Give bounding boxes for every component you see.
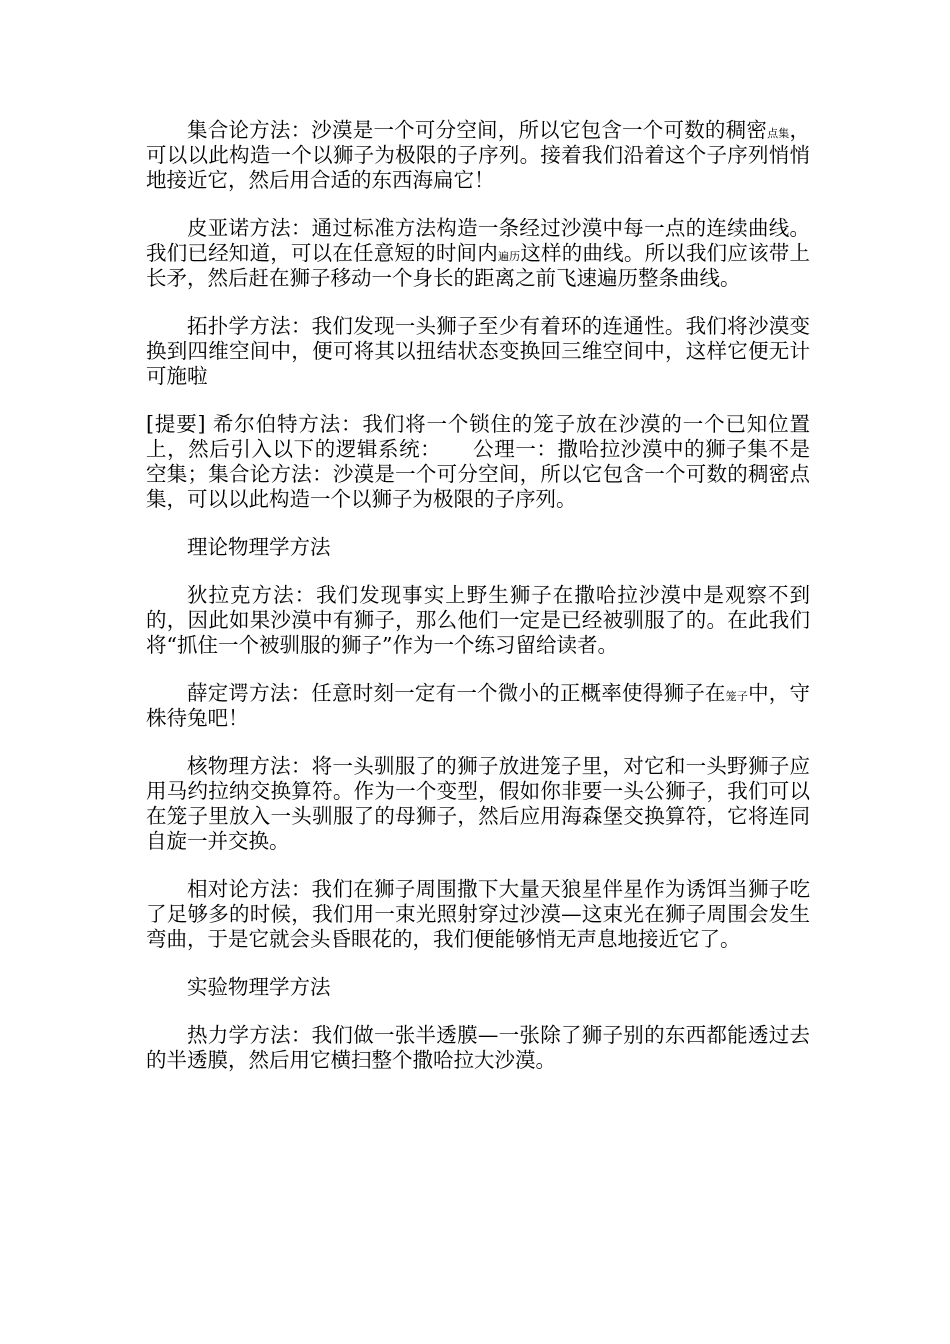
paragraph-topology-method: 拓扑学方法：我们发现一头狮子至少有着环的连通性。我们将沙漠变换到四维空间中，便可将其以扭结状态变换回三维空间中，这样它便无计可施啦 [146, 314, 810, 388]
paragraph-peano-method: 皮亚诺方法：通过标准方法构造一条经过沙漠中每一点的连续曲线。我们已经知道，可以在任意短的时间内遍历这样的曲线。所以我们应该带上长矛，然后赶在狮子移动一个身长的距离之前飞速遍历整条曲线。 [146, 216, 810, 290]
paragraph-hilbert-summary: [提要] 希尔伯特方法：我们将一个锁住的笼子放在沙漠的一个已知位置上，然后引入以下的逻辑系统： 公理一：撒哈拉沙漠中的狮子集不是空集；集合论方法：沙漠是一个可分空间，所以它包含一个可数的稠密点集，可以以此构造一个以狮子为极限的子序列。 [146, 412, 810, 511]
paragraph-nuclear-physics-method: 核物理方法：将一头驯服了的狮子放进笼子里，对它和一头野狮子应用马约拉纳交换算符。作为一个变型，假如你非要一头公狮子，我们可以在笼子里放入一头驯服了的母狮子，然后应用海森堡交换算符，它将连同自旋一并交换。 [146, 754, 810, 853]
section-heading-theoretical-physics: 理论物理学方法 [187, 535, 331, 559]
paragraph-set-theory-method: 集合论方法：沙漠是一个可分空间，所以它包含一个可数的稠密点集，可以以此构造一个以狮子为极限的子序列。接着我们沿着这个子序列悄悄地接近它，然后用合适的东西海扁它！ [146, 118, 811, 192]
inline-small-note: 点集 [767, 127, 790, 140]
inline-small-note: 遍历 [497, 250, 521, 263]
inline-small-note: 笼子 [725, 690, 749, 703]
paragraph-dirac-method: 狄拉克方法：我们发现事实上野生狮子在撒哈拉沙漠中是观察不到的，因此如果沙漠中有狮子，那么他们一定是已经被驯服了的。在此我们将“抓住一个被驯服的狮子”作为一个练习留给读者。 [146, 583, 810, 657]
paragraph-relativity-method: 相对论方法：我们在狮子周围撒下大量天狼星伴星作为诱饵当狮子吃了足够多的时候，我们用一束光照射穿过沙漠—这束光在狮子周围会发生弯曲，于是它就会头昏眼花的，我们便能够悄无声息地接近它了。 [146, 877, 810, 951]
paragraph-thermodynamics-method: 热力学方法：我们做一张半透膜—一张除了狮子别的东西都能透过去的半透膜，然后用它横扫整个撒哈拉大沙漠。 [146, 1023, 810, 1072]
section-heading-experimental-physics: 实验物理学方法 [187, 975, 331, 999]
document-page [146, 118, 810, 1096]
paragraph-schrodinger-method: 薛定谔方法：任意时刻一定有一个微小的正概率使得狮子在笼子中，守株待兔吧！ [146, 681, 811, 730]
